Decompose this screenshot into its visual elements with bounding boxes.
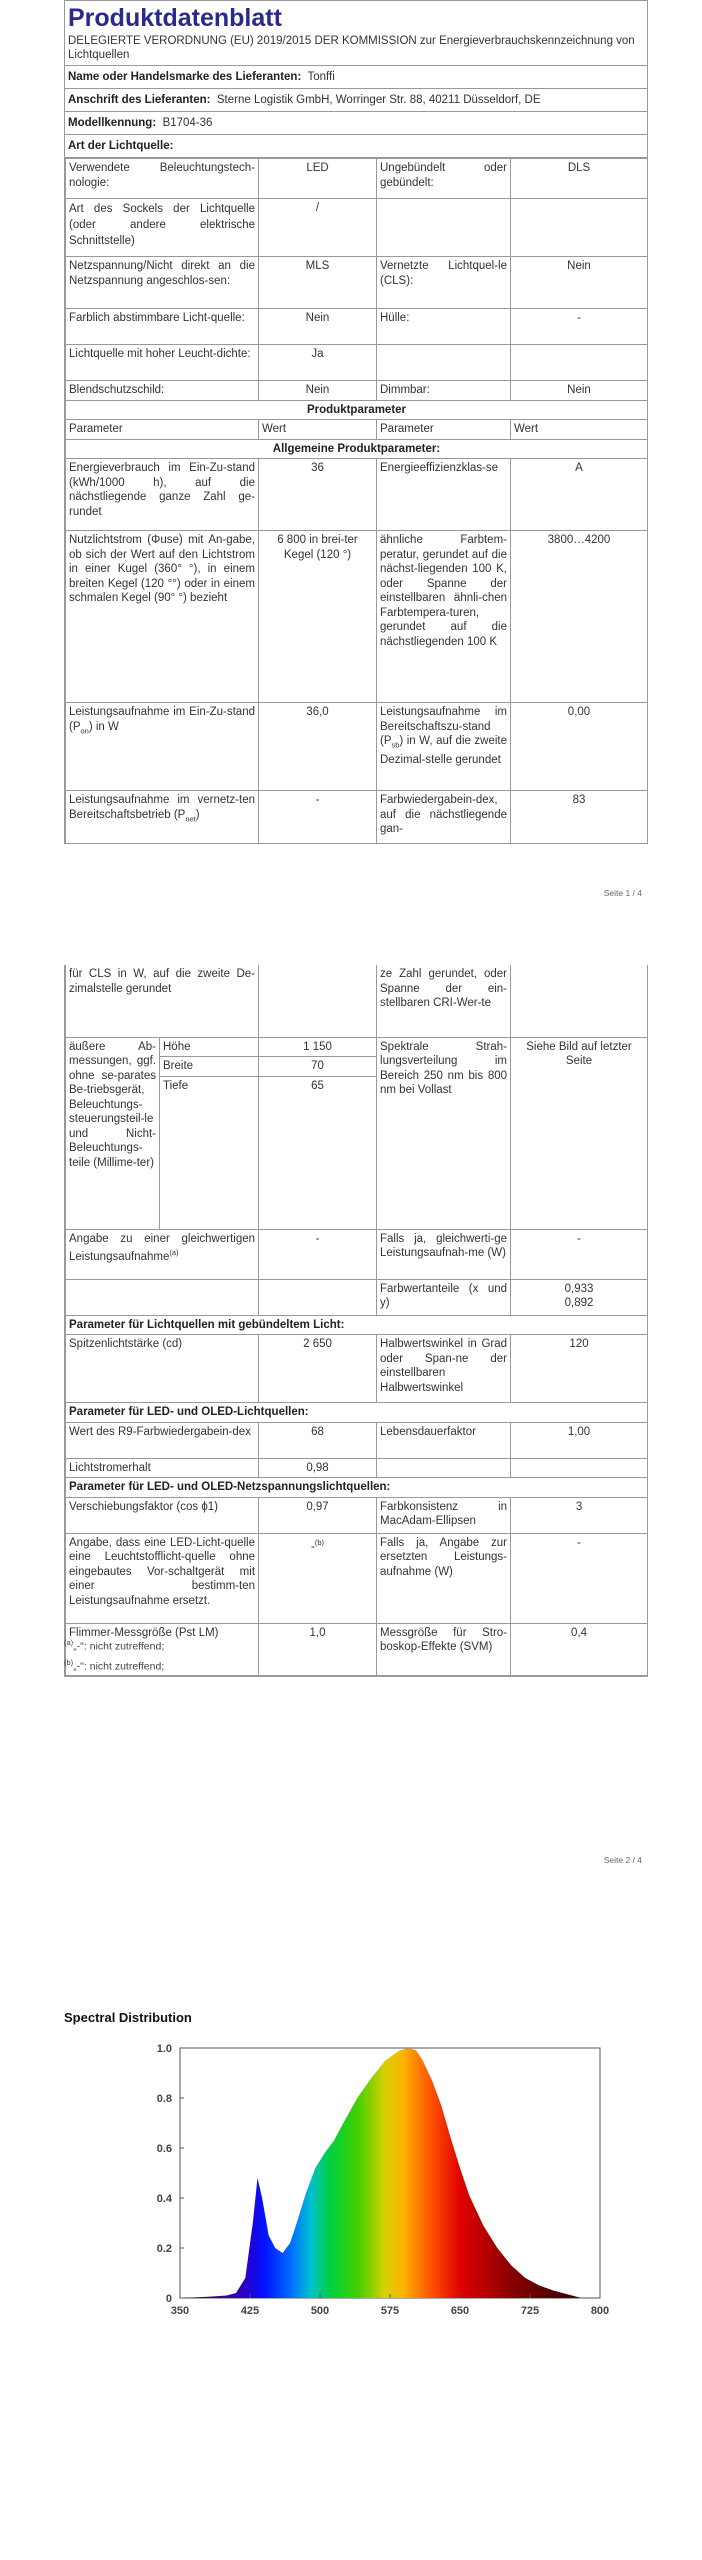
mains-heading: Parameter für LED- und OLED-Netzspannungslichtquellen: — [66, 1478, 648, 1498]
footnote-b: $^{(b)}$„-": nicht zutreffend; — [64, 1657, 165, 1672]
socket-value: / — [259, 199, 377, 257]
light-type-heading-row — [65, 135, 647, 158]
x-tick-label: 350 — [170, 2305, 190, 2317]
maint-value: 0,98 — [259, 1458, 377, 1478]
document-title: Produktdatenblatt — [68, 4, 282, 32]
socket-label: Art des Sockels der Lichtquelle (oder andere elektrische Schnittstelle) — [66, 199, 259, 257]
x-tick-label: 575 — [380, 2305, 400, 2317]
svm-value: 0,4 — [511, 1623, 648, 1675]
macadam-value: 3 — [511, 1497, 648, 1533]
pf-value: 0,97 — [259, 1497, 377, 1533]
y-tick-label: 0.2 — [156, 2243, 172, 2255]
height-label: Höhe — [160, 1037, 259, 1057]
cct-label: ähnliche Farbtem-peratur, gerundet auf die nächst-liegenden 100 K, oder Spanne der einstellbaren ähnli-chen Farbtempera-turen, gerundet auf die nächstliegenden 100 K — [377, 531, 511, 703]
col-header-param: Parameter — [66, 420, 259, 440]
tech-value: LED — [259, 159, 377, 199]
model-row — [65, 112, 647, 135]
chroma-x: 0,933 — [564, 1282, 594, 1295]
flicker-value: 1,0 — [259, 1623, 377, 1675]
datasheet-page-1 — [64, 0, 648, 844]
flicker-label: Flimmer-Messgröße (Pst LM) — [66, 1623, 259, 1675]
y-tick-label: 0 — [165, 2293, 172, 2305]
unbundled-value: DLS — [511, 159, 648, 199]
maint-label: Lichtstromerhalt — [66, 1458, 259, 1478]
x-tick-label: 500 — [310, 2305, 330, 2317]
survival-label: Lebensdauerfaktor — [377, 1422, 511, 1458]
cri-label-cont: ze Zahl gerundet, oder Spanne der ein-stellbaren CRI-Wer-te — [377, 965, 511, 1037]
cri-label: Farbwiedergabein-dex, auf die nächstliegende gan- — [377, 791, 511, 843]
glare-value: Nein — [259, 381, 377, 401]
footnotes — [64, 1635, 164, 1674]
energy-class-value: A — [511, 459, 648, 531]
spd-value: Siehe Bild auf letzter Seite — [511, 1037, 648, 1229]
tech-label: Verwendete Beleuchtungstech-nologie: — [66, 159, 259, 199]
spectral-distribution-chart — [140, 2040, 610, 2340]
peak-label: Spitzenlichtstärke (cd) — [66, 1335, 259, 1403]
psb-label: Leistungsaufnahme im Bereitschaftszu-stand $(P_{sb})$ in W, auf die zweite Dezimal-stelle gerundet — [377, 703, 511, 791]
directional-heading: Parameter für Lichtquellen mit gebündeltem Licht: — [66, 1315, 648, 1335]
survival-value: 1,00 — [511, 1422, 648, 1458]
page-3 — [0, 1990, 702, 2560]
tunable-value: Nein — [259, 309, 377, 345]
col-header-param-2: Parameter — [377, 420, 511, 440]
pnet-label: Leistungsaufnahme im vernetz-ten Bereitschaftsbetrieb $(P_{net})$ — [66, 791, 259, 843]
pon-label: Leistungsaufnahme im Ein-Zu-stand $(P_{on})$ in W — [66, 703, 259, 791]
psb-value: 0,00 — [511, 703, 648, 791]
equiv-power-value: - — [511, 1229, 648, 1279]
page-number-2: Seite 2 / 4 — [603, 1855, 642, 1865]
model-label: Modellkennung: — [68, 117, 157, 129]
equiv-value: - — [259, 1229, 377, 1279]
cover-label: Hülle: — [377, 309, 511, 345]
col-header-value-2: Wert — [511, 420, 648, 440]
depth-label: Tiefe — [160, 1076, 259, 1095]
width-label: Breite — [160, 1057, 259, 1077]
supplier-name-row — [65, 66, 647, 89]
chroma-label: Farbwertanteile (x und y) — [377, 1279, 511, 1315]
high-lum-label: Lichtquelle mit hoher Leucht-dichte: — [66, 345, 259, 381]
macadam-label: Farbkonsistenz in MacAdam-Ellipsen — [377, 1497, 511, 1533]
pf-label: Verschiebungsfaktor (cos ϕ1) — [66, 1497, 259, 1533]
equiv-label: Angabe zu einer gleichwertigen Leistungsaufnahme$^{(a)}$ — [66, 1229, 259, 1279]
peak-value: 2 650 — [259, 1335, 377, 1403]
cover-value: - — [511, 309, 648, 345]
y-tick-label: 0.6 — [156, 2143, 172, 2155]
replace-power-value: - — [511, 1533, 648, 1623]
spectrum-area — [180, 2048, 581, 2298]
document-subtitle: DELEGIERTE VERORDNUNG (EU) 2019/2015 DER KOMMISSION zur Energieverbrauchskennzeichnung von Lichtquellen — [65, 34, 647, 66]
height-value: 1 150 — [259, 1037, 377, 1057]
pnet-value: - — [259, 791, 377, 843]
mains-value: MLS — [259, 257, 377, 309]
col-header-value: Wert — [259, 420, 377, 440]
supplier-name-value: Tonffi — [307, 71, 335, 83]
y-tick-label: 1.0 — [156, 2043, 172, 2055]
mains-label: Netzspannung/Nicht direkt an die Netzspannung angeschlos-sen: — [66, 257, 259, 309]
connected-label: Vernetzte Lichtquel-le (CLS): — [377, 257, 511, 309]
general-params-heading: Allgemeine Produktparameter: — [66, 439, 648, 459]
connected-value: Nein — [511, 257, 648, 309]
x-tick-label: 725 — [520, 2305, 540, 2317]
supplier-address-label: Anschrift des Lieferanten: — [68, 94, 211, 106]
cri-value: 83 — [511, 791, 648, 843]
y-tick-label: 0.8 — [156, 2093, 172, 2105]
x-tick-label: 650 — [450, 2305, 470, 2317]
chart-title: Spectral Distribution — [64, 2010, 192, 2025]
supplier-address-value: Sterne Logistik GmbH, Worringer Str. 88, 40211 Düsseldorf, DE — [216, 94, 541, 106]
equiv-power-label: Falls ja, gleichwerti-ge Leistungsaufnah-me (W) — [377, 1229, 511, 1279]
chroma-y: 0,892 — [564, 1297, 594, 1309]
datasheet-page-2 — [64, 965, 648, 1677]
spd-label: Spektrale Strah-lungsverteilung im Bereich 250 nm bis 800 nm bei Vollast — [377, 1037, 511, 1229]
params-heading: Produktparameter — [66, 400, 648, 420]
replace-value: -$^{(b)}$ — [259, 1533, 377, 1623]
supplier-address-row — [65, 89, 647, 112]
x-tick-label: 425 — [240, 2305, 260, 2317]
y-tick-label: 0.4 — [156, 2193, 172, 2205]
beam-label: Halbwertswinkel in Grad oder Span-ne der einstellbaren Halbwertswinkel — [377, 1335, 511, 1403]
pon-value: 36,0 — [259, 703, 377, 791]
light-type-table — [65, 158, 648, 843]
chroma-values — [511, 1279, 648, 1315]
page-1 — [0, 0, 702, 900]
replace-label: Angabe, dass eine LED-Licht-quelle eine Leuchtstofflicht-quelle ohne eingebautes Vor-schaltgerät mit einer bestimm-ten Leistungsaufnahme ersetzt. — [66, 1533, 259, 1623]
depth-value: 65 — [259, 1076, 377, 1095]
supplier-name-label: Name oder Handelsmarke des Lieferanten: — [68, 71, 302, 83]
r9-label: Wert des R9-Farbwiedergabein-dex — [66, 1422, 259, 1458]
energy-label: Energieverbrauch im Ein-Zu-stand (kWh/1000 h), auf die nächstliegende ganze Zahl ge-rundet — [66, 459, 259, 531]
pnet-label-cont: für CLS in W, auf die zweite De-zimalstelle gerundet — [66, 965, 259, 1037]
flux-value: 6 800 in brei-ter Kegel (120 °) — [259, 531, 377, 703]
model-value: B1704-36 — [162, 117, 213, 129]
width-value: 70 — [259, 1057, 377, 1077]
energy-class-label: Energieeffizienzklas-se — [377, 459, 511, 531]
dimmable-value: Nein — [511, 381, 648, 401]
dims-label: äußere Ab-messungen, ggf. ohne se-parates Be-triebsgerät, Beleuchtungs-steuerungsteil-le und Nicht-Beleuchtungs-teile (Millime-ter) — [66, 1037, 160, 1229]
svm-label: Messgröße für Stro-boskop-Effekte (SVM) — [377, 1623, 511, 1675]
beam-value: 120 — [511, 1335, 648, 1403]
footnote-a: $^{(a)}$„-": nicht zutreffend; — [64, 1638, 165, 1653]
replace-power-label: Falls ja, Angabe zur ersetzten Leistungs-aufnahme (W) — [377, 1533, 511, 1623]
led-heading: Parameter für LED- und OLED-Lichtquellen: — [66, 1403, 648, 1423]
glare-label: Blendschutzschild: — [66, 381, 259, 401]
r9-value: 68 — [259, 1422, 377, 1458]
energy-value: 36 — [259, 459, 377, 531]
flux-label: Nutzlichtstrom (Φuse) mit An-gabe, ob sich der Wert auf den Lichtstrom in einer Kugel (360° °), in einem breiten Kegel (120 °°) oder in einem schmalen Kegel (90° °) bezieht — [66, 531, 259, 703]
page-number-1: Seite 1 / 4 — [603, 888, 642, 898]
high-lum-value: Ja — [259, 345, 377, 381]
page-2 — [0, 965, 702, 1865]
params-table-continued — [65, 965, 648, 1676]
x-tick-label: 800 — [590, 2305, 610, 2317]
unbundled-label: Ungebündelt oder gebündelt: — [377, 159, 511, 199]
dimmable-label: Dimmbar: — [377, 381, 511, 401]
cct-value: 3800…4200 — [511, 531, 648, 703]
tunable-label: Farblich abstimmbare Licht-quelle: — [66, 309, 259, 345]
light-type-heading: Art der Lichtquelle: — [68, 140, 174, 152]
